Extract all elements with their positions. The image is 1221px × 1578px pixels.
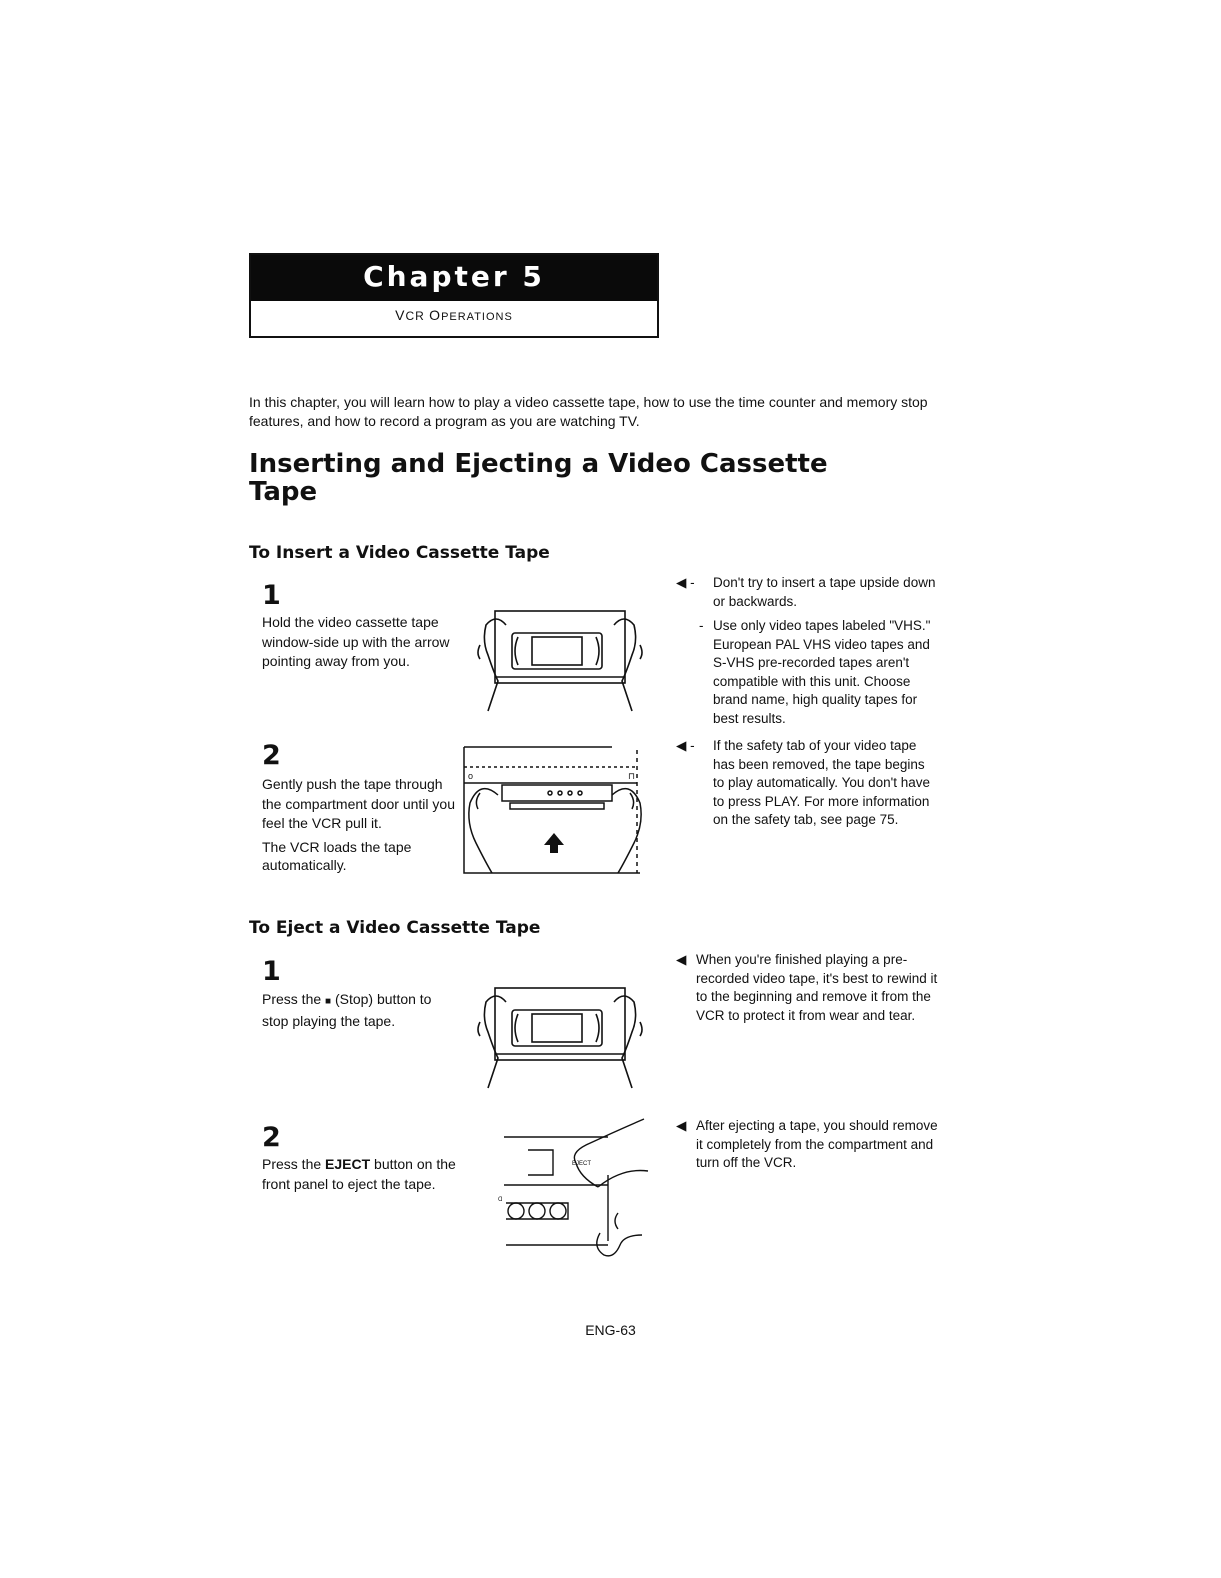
chapter-subtitle-v: V — [395, 307, 406, 323]
insert-note-2-line: best results. — [713, 710, 786, 726]
chapter-subtitle — [251, 307, 657, 323]
eject-step-2-line: front panel to eject the tape. — [262, 1175, 436, 1192]
eject-step-1-post: (Stop) button to — [334, 991, 432, 1007]
eject-note-1-line: When you're finished playing a pre- — [696, 952, 908, 967]
insert-note-2 — [713, 617, 963, 728]
intro-paragraph — [249, 393, 959, 431]
chapter-header — [249, 253, 659, 338]
stop-icon: ■ — [325, 996, 332, 1007]
insert-step-2-extra-line: The VCR loads the tape — [262, 839, 412, 855]
insert-note-3 — [713, 737, 963, 830]
eject-step-2-text — [262, 1155, 482, 1194]
page-number: ENG-63 — [585, 1322, 636, 1338]
note-arrow-icon: ◀ - — [676, 738, 695, 753]
cassette-hands-illustration — [470, 605, 650, 710]
chapter-subtitle-perations: PERATIONS — [441, 311, 513, 323]
insert-step-2-text — [262, 775, 472, 834]
section-title-line-2: Tape — [249, 477, 318, 507]
insert-step-2-line: Gently push the tape through — [262, 776, 443, 792]
eject-step-2-number: 2 — [262, 1122, 281, 1153]
eject-button-illustration — [478, 1115, 658, 1260]
insert-note-2-line: Use only video tapes labeled "VHS." — [713, 618, 931, 633]
insert-note-3-line: to press PLAY. For more information — [713, 793, 930, 809]
intro-line-2: features, and how to record a program as you are watching TV. — [249, 413, 640, 429]
push-tape-illustration — [462, 745, 647, 875]
eject-step-1-text — [262, 990, 472, 1031]
intro-line-1: In this chapter, you will learn how to play a video cassette tape, how to use the time counter and memory stop — [249, 394, 928, 410]
insert-heading: To Insert a Video Cassette Tape — [249, 543, 550, 563]
eject-note-2 — [696, 1117, 961, 1173]
insert-step-2-extra-line: automatically. — [262, 857, 347, 873]
insert-note-3-line: If the safety tab of your video tape — [713, 738, 917, 753]
eject-note-2-line: it completely from the compartment and — [696, 1136, 934, 1152]
insert-note-2-line: compatible with this unit. Choose — [713, 673, 911, 689]
eject-note-2-line: After ejecting a tape, you should remove — [696, 1118, 938, 1133]
svg-text:o: o — [468, 771, 474, 781]
svg-text:Ɑ: Ɑ — [498, 1197, 503, 1203]
eject-note-1-line: to the beginning and remove it from the — [696, 989, 931, 1004]
insert-note-1 — [713, 574, 963, 611]
note-arrow-icon: ◀ - — [676, 575, 695, 590]
insert-note-2-line: European PAL VHS video tapes and — [713, 636, 930, 652]
insert-note-2-line: brand name, high quality tapes for — [713, 692, 918, 707]
section-title-line-1: Inserting and Ejecting a Video Cassette — [249, 449, 828, 479]
eject-step-1-line — [262, 990, 472, 1012]
insert-step-1-line: pointing away from you. — [262, 653, 410, 669]
insert-note-1-line: Don't try to insert a tape upside down — [713, 575, 936, 590]
eject-step-1-number: 1 — [262, 956, 281, 987]
insert-step-1-line: window-side up with the arrow — [262, 633, 450, 650]
insert-note-3-line: on the safety tab, see page 75. — [713, 812, 899, 827]
insert-note-3-line: to play automatically. You don't have — [713, 775, 930, 790]
chapter-subtitle-o: O — [429, 307, 442, 323]
eject-note-1 — [696, 951, 961, 1025]
eject-step-2-pre: Press the — [262, 1156, 322, 1172]
note-dash: - — [699, 618, 704, 633]
insert-step-2-extra — [262, 838, 472, 874]
eject-step-1-line: stop playing the tape. — [262, 1012, 396, 1029]
insert-step-2-line: feel the VCR pull it. — [262, 815, 382, 831]
eject-word: EJECT — [325, 1156, 371, 1172]
eject-heading: To Eject a Video Cassette Tape — [249, 918, 541, 938]
chapter-subtitle-cr: CR — [405, 309, 430, 323]
insert-note-2-line: S-VHS pre-recorded tapes aren't — [713, 655, 910, 670]
insert-note-3-line: has been removed, the tape begins — [713, 756, 925, 772]
insert-step-2-line: the compartment door until you — [262, 795, 455, 812]
eject-step-2-line — [262, 1155, 482, 1175]
note-arrow-icon: ◀ — [676, 952, 687, 967]
note-arrow-icon: ◀ — [676, 1118, 687, 1133]
svg-text:⊓: ⊓ — [628, 771, 636, 781]
insert-note-1-line: or backwards. — [713, 593, 798, 609]
insert-step-1-number: 1 — [262, 580, 281, 611]
eject-note-1-line: VCR to protect it from wear and tear. — [696, 1007, 916, 1023]
eject-step-1-pre: Press the — [262, 991, 322, 1007]
eject-step-2-post: button on the — [374, 1156, 456, 1172]
cassette-hands-illustration-2 — [470, 982, 650, 1087]
section-title — [249, 450, 949, 506]
eject-note-2-line: turn off the VCR. — [696, 1155, 797, 1170]
insert-step-1-text — [262, 613, 472, 672]
insert-step-1-line: Hold the video cassette tape — [262, 614, 439, 630]
insert-step-2-number: 2 — [262, 740, 281, 771]
svg-text:EJECT: EJECT — [572, 1161, 592, 1167]
eject-note-1-line: recorded video tape, it's best to rewind it — [696, 970, 938, 986]
chapter-title: Chapter 5 — [251, 255, 657, 301]
